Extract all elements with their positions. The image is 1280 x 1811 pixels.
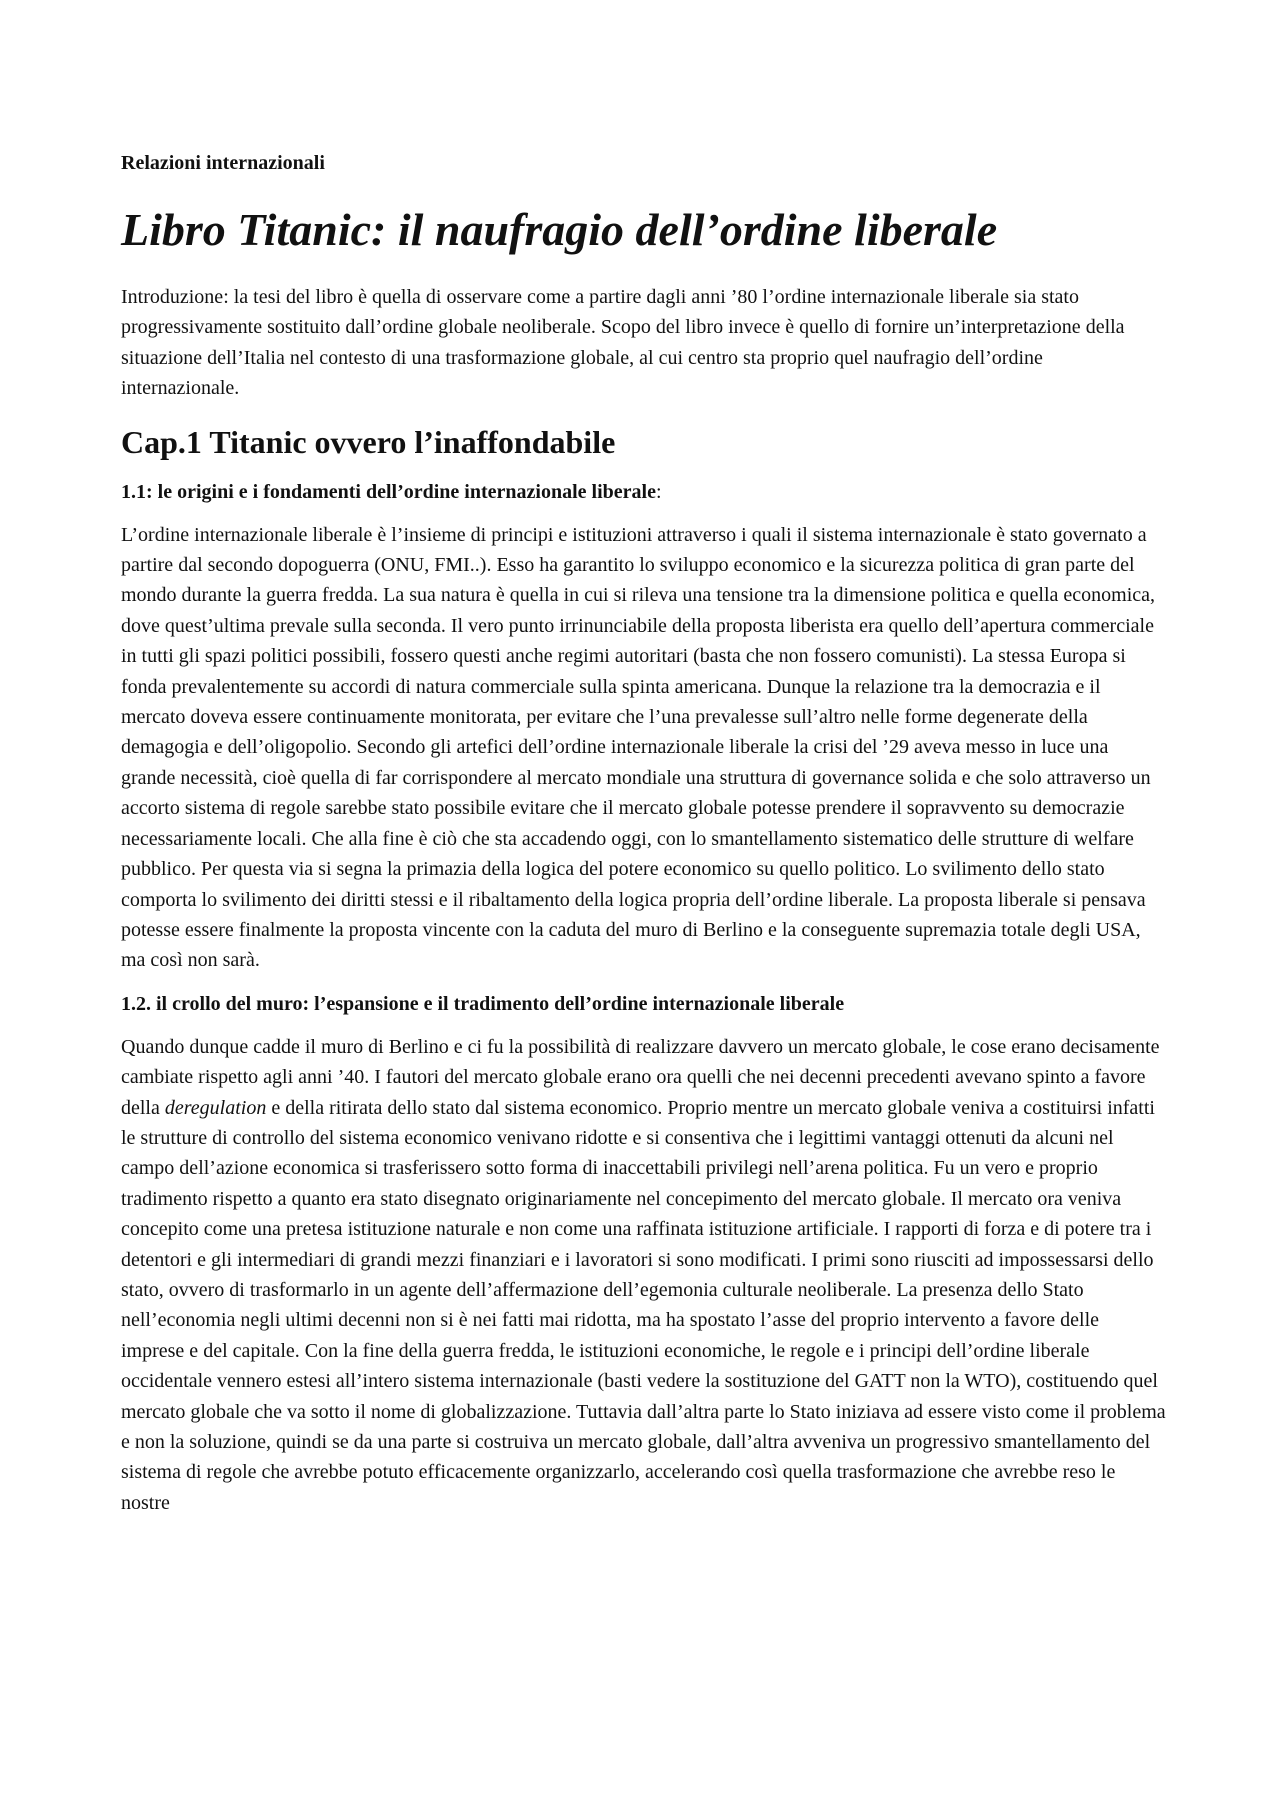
- document-page: [121, 150, 1166, 1518]
- section-1-2-italic-term: deregulation: [164, 1096, 267, 1119]
- section-1-2-text-after: e della ritirata dello stato dal sistema economico. Proprio mentre un mercato globale veniva a costituirsi infatti le strutture di controllo del sistema economico venivano ridotte e si consentiva che i legittimi vantaggi ottenuti da alcuni nel campo dell’azione economica si trasferissero sotto forma di inaccettabili privilegi nell’arena politica. Fu un vero e proprio tradimento rispetto a quanto era stato disegnato originariamente nel concepimento del mercato globale. Il mercato ora veniva concepito come una pretesa istituzione naturale e non come una raffinata istituzione artificiale. I rapporti di forza e di potere tra i detentori e gli intermediari di grandi mezzi finanziari e i lavoratori si sono modificati. I primi sono riusciti ad impossessarsi dello stato, ovvero di trasformarlo in un agente dell’affermazione dell’egemonia culturale neoliberale. La presenza dello Stato nell’economia negli ultimi decenni non si è nei fatti mai ridotta, ma ha spostato l’asse del proprio intervento a favore delle imprese e del capitale. Con la fine della guerra fredda, le istituzioni economiche, le regole e i principi dell’ordine liberale occidentale vennero estesi all’intero sistema internazionale (basti vedere la sostituzione del GATT non la WTO), costituendo quel mercato globale che va sotto il nome di globalizzazione. Tuttavia dall’altra parte lo Stato iniziava ad essere visto come il problema e non la soluzione, quindi se da una parte si costruiva un mercato globale, dall’altra avveniva un progressivo smantellamento del sistema di regole che avrebbe potuto efficacemente organizzarlo, accelerando così quella trasformazione che avrebbe reso le nostre: [121, 1096, 1166, 1514]
- section-1-1-paragraph: L’ordine internazionale liberale è l’insieme di principi e istituzioni attraverso i quali il sistema internazionale è stato governato a partire dal secondo dopoguerra (ONU, FMI..). Esso ha garantito lo sviluppo economico e la sicurezza politica di gran parte del mondo durante la guerra fredda. La sua natura è quella in cui si rileva una tensione tra la dimensione politica e quella economica, dove quest’ultima prevale sulla seconda. Il vero punto irrinunciabile della proposta liberista era quello dell’apertura commerciale in tutti gli spazi politici possibili, fossero questi anche regimi autoritari (basta che non fossero comunisti). La stessa Europa si fonda prevalentemente su accordi di natura commerciale sulla spinta americana. Dunque la relazione tra la democrazia e il mercato doveva essere continuamente monitorata, per evitare che l’una prevalesse sull’altro nelle forme degenerate della demagogia e dell’oligopolio. Secondo gli artefici dell’ordine internazionale liberale la crisi del ’29 aveva messo in luce una grande necessità, cioè quella di far corrispondere al mercato mondiale una struttura di governance solida e che solo attraverso un accorto sistema di regole sarebbe stato possibile evitare che il mercato globale potesse prendere il sopravvento su democrazie necessariamente locali. Che alla fine è ciò che sta accadendo oggi, con lo smantellamento sistematico delle strutture di welfare pubblico. Per questa via si segna la primazia della logica del potere economico su quello politico. Lo svilimento dello stato comporta lo svilimento dei diritti stessi e il ribaltamento della logica propria dell’ordine liberale. La proposta liberale si pensava potesse essere finalmente la proposta vincente con la caduta del muro di Berlino e la conseguente supremazia totale degli USA, ma così non sarà.: [121, 523, 1156, 972]
- chapter-1-heading: Cap.1 Titanic ovvero l’inaffondabile: [121, 423, 616, 460]
- introduction-paragraph: Introduzione: la tesi del libro è quella di osservare come a partire dagli anni ’80 l’ordine internazionale liberale sia stato progressivamente sostituito dall’ordine globale neoliberale. Scopo del libro invece è quello di fornire un’interpretazione della situazione dell’Italia nel contesto di una trasformazione globale, al cui centro sta proprio quel naufragio dell’ordine internazionale.: [121, 286, 1125, 400]
- section-1-1-heading: [121, 478, 1166, 506]
- section-1-1-heading-text: 1.1: le origini e i fondamenti dell’ordine internazionale liberale: [121, 480, 656, 503]
- section-1-2-heading: 1.2. il crollo del muro: l’espansione e il tradimento dell’ordine internazionale liberale: [121, 992, 845, 1015]
- document-title: Libro Titanic: il naufragio dell’ordine liberale: [121, 204, 998, 255]
- section-1-1-heading-colon: :: [655, 480, 662, 503]
- section-1-2-paragraph: [121, 1032, 1166, 1519]
- subject-label: Relazioni internazionali: [121, 152, 325, 174]
- section-1-2-text-before: Quando dunque cadde il muro di Berlino e ci fu la possibilità di realizzare davvero un mercato globale, le cose erano decisamente cambiate rispetto agli anni ’40. I fautori del mercato globale erano ora quelli che nei decenni precedenti avevano spinto a favore della: [121, 1035, 1160, 1119]
